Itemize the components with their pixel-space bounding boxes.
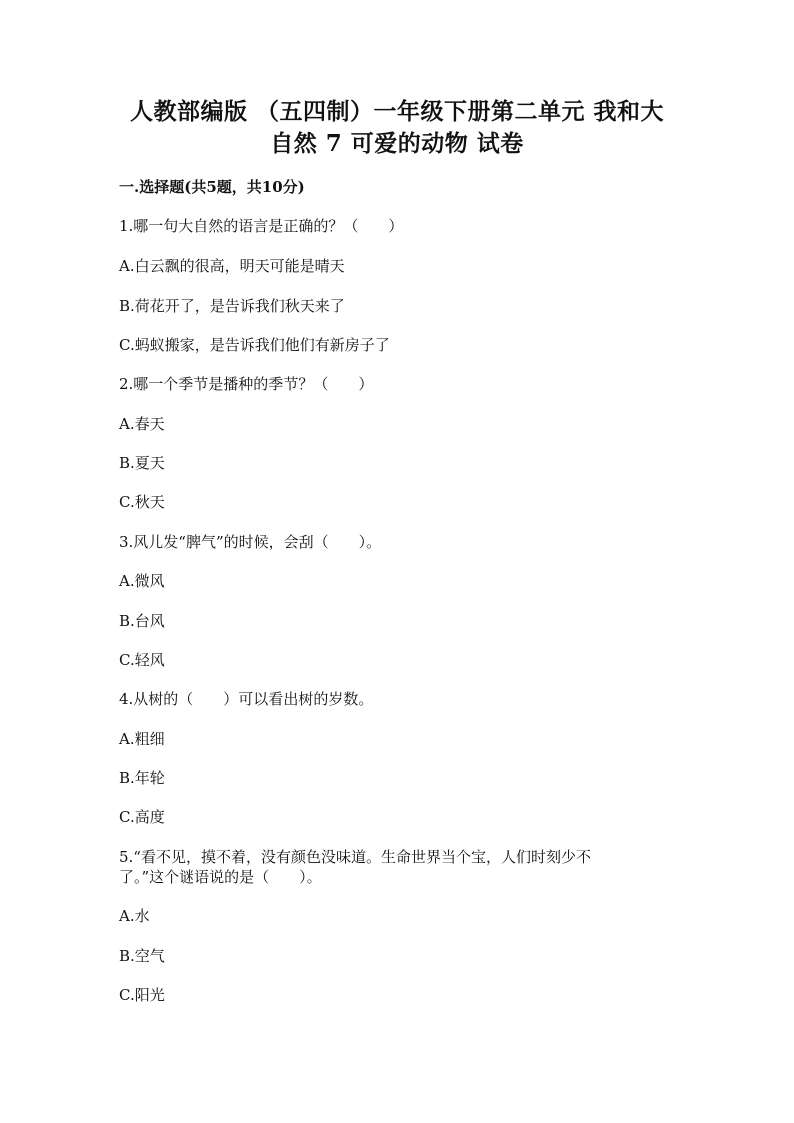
question-1-stem: 1.哪一句大自然的语言是正确的？（ ） bbox=[119, 217, 404, 235]
question-3-option-b: B.台风 bbox=[119, 612, 165, 630]
document-title bbox=[0, 96, 794, 160]
question-2-option-a: A.春天 bbox=[119, 415, 165, 433]
question-1-option-b: B.荷花开了，是告诉我们秋天来了 bbox=[119, 297, 345, 315]
question-3-stem: 3.风儿发“脾气”的时候，会刮（ ）。 bbox=[119, 533, 382, 551]
question-2-option-b: B.夏天 bbox=[119, 454, 165, 472]
title-line-2: 自然 7 可爱的动物 试卷 bbox=[270, 130, 524, 157]
question-5-stem bbox=[119, 847, 639, 887]
question-3-option-a: A.微风 bbox=[119, 572, 165, 590]
title-line-1: 人教部编版 （五四制）一年级下册第二单元 我和大 bbox=[129, 98, 664, 125]
question-5-stem-line-2: 了。”这个谜语说的是（ ）。 bbox=[119, 868, 322, 886]
question-5-option-a: A.水 bbox=[119, 907, 150, 925]
question-5-option-b: B.空气 bbox=[119, 947, 165, 965]
question-5-option-c: C.阳光 bbox=[119, 986, 165, 1004]
question-1-option-a: A.白云飘的很高，明天可能是晴天 bbox=[119, 257, 345, 275]
section-heading: 一.选择题(共5题，共10分) bbox=[119, 178, 305, 196]
question-5-stem-line-1: 5.“看不见，摸不着，没有颜色没味道。生命世界当个宝，人们时刻少不 bbox=[119, 848, 591, 866]
question-2-option-c: C.秋天 bbox=[119, 493, 165, 511]
question-4-option-a: A.粗细 bbox=[119, 730, 165, 748]
question-4-option-b: B.年轮 bbox=[119, 769, 165, 787]
question-4-option-c: C.高度 bbox=[119, 808, 165, 826]
question-1-option-c: C.蚂蚁搬家，是告诉我们他们有新房子了 bbox=[119, 336, 390, 354]
question-2-stem: 2.哪一个季节是播种的季节？（ ） bbox=[119, 375, 374, 393]
question-4-stem: 4.从树的（ ）可以看出树的岁数。 bbox=[119, 690, 374, 708]
question-3-option-c: C.轻风 bbox=[119, 651, 165, 669]
